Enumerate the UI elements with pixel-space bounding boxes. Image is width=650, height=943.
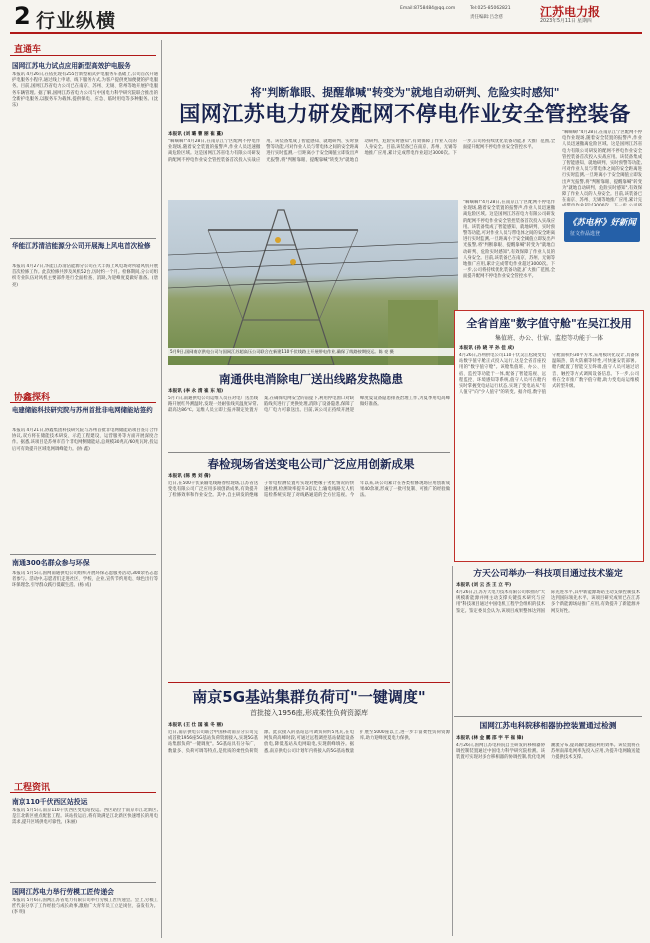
feature-body: 4月26日,苏州供电公司110千伏吴江松陵变电站数字值守舱正式投入运行,这是全省首座投用的"数字值守舱"。该舱集值班、办公、住宿、监控等功能于一体,配备了智能巡视、远程监控、环境感知等系统,值守人员可在舱内实时掌握变电站运行状态,实现了变电站从"有人值守"向"少人值守"的转变。据介绍,数字值守舱面积约30平方米,采用模块化设计,具备保温隔热、防火防潮等特性,可快速安装部署。舱内配置了智能交互终端,值守人员可通过语音、触控等方式调阅设备信息。下一步,公司将在全市推广数字值守舱,助力变电站运维模式转型升级。 — [459, 353, 639, 396]
newspaper-name: 江苏电力报 — [540, 5, 601, 19]
section-label-project: 工程资讯 — [14, 783, 51, 793]
column-separator — [452, 566, 453, 936]
masthead-rule — [10, 32, 642, 34]
divider — [10, 402, 156, 403]
masthead-email: Email:8758484@qq.com — [400, 6, 456, 11]
item-title: 国网江苏电力举行劳模工匠传递会 — [12, 888, 114, 896]
item-body: 本报讯 4月21日,协鑫集团科技研究院与苏州首批非电网储能站项目签订合作协议,双方将在储能技术研发、示范工程建设、运营服务等方面开展深度合作。据悉,该项目是苏州市首个非电网侧储能站,总规模30兆瓦/60兆瓦时,投运后可有效提升区域电网调峰能力。(协 鑫) — [12, 428, 158, 452]
page-number: 2 — [14, 2, 31, 30]
story-byline: 本报讯 (刘 云 杰 王 立 平) — [456, 583, 512, 588]
feature-subhead: 集值班、办公、仕宿、监控等功能于一体 — [494, 335, 603, 342]
left-column — [10, 36, 158, 938]
story-headline: 南通供电消除电厂送出线路发热隐患 — [219, 372, 403, 386]
promo-title: 《苏电杯》好新闻 — [568, 218, 637, 228]
promo-text: "嘀嘀嘀!"4月28日,在南京江宁区配网不停电作业现场,随着安全装置的报警声,作业人员迅速撤离危险区域。这是国网江苏省电力有限公司研发的配网不停电作业安全管控装备首次投入实战应用。该装备集成了智能感知、就地研判、实时预警等功能,可对作业人员与带电体之间的安全距离进行实时监测,一旦距离小于安全阈值立即发出声光报警,将"判断靠眼、提醒靠喊"转变为"就地自动研判、危险实时感知",有效保障了作业人员的人身安全。目前,该装备已在南京、苏州、无锡等地推广应用,累计完 — [562, 130, 642, 204]
story-headline: 春检现场省送变电公司广泛应用创新成果 — [207, 457, 415, 471]
bottom-headline: 南京5G基站集群负荷可"一键调度" — [192, 688, 426, 706]
photo-caption: 5月9日,国网南京供电公司与国网江苏超高压公司联合在新建110千伏线路上开展带电作业,确保了线路按期投运。陈 亮 摄 — [168, 348, 458, 356]
bottom-body: 近日,南京供电公司联合中国移动南京分公司完成首批1956座5G基站负荷资源接入,实现5G基站集群负荷"一键调度"。5G基站具有分布广、数量多、负荷可调等特点,是优质的柔性负荷资源。此次接入的基站总可调负荷约5兆瓦,在电网负荷高峰时段,可通过远程调控基站储能设备放电,降低基站从电网取电,实现削峰填谷。据悉,南京供电公司计划年内将接入的5G基站数量扩展至5000座以上,进一步丰富柔性负荷资源库,助力迎峰度夏电力保供。 — [168, 730, 450, 754]
item-title: 电建储能科技研究院与苏州首批非电网储能站签约 — [12, 406, 153, 414]
divider — [10, 554, 156, 555]
lead-byline: 本报讯 (刘 璐 曹 丽 崔 蔓) — [168, 132, 224, 137]
story-byline: 本报讯 (林 金 鹏 邵 宇 平 崔 锋) — [456, 736, 524, 741]
section-label-exploration: 协鑫探科 — [14, 393, 51, 403]
column-separator — [161, 40, 162, 938]
story-body: 5月7日,南通供电公司运维人员在对电厂送出线路开展红外测温时,发现一处耐张线夹温度异常,最高达86℃。运维人员立即上报并制定处置方案,在确保电网安全的前提下,利用停电窗口对缺陷线夹进行了更换处理,消除了设备隐患,保障了电厂电力可靠送出。目前,该公司正持续开展迎峰度夏设备隐患排查治理工作,为夏季用电高峰做好准备。 — [168, 396, 450, 414]
item-title: 华能江苏清洁能源分公司开展海上风电首次检修 — [12, 242, 151, 250]
masthead-phone: Tel:025-85062821 — [470, 6, 511, 11]
divider — [168, 452, 450, 453]
section-title: 行业纵横 — [36, 10, 117, 32]
divider — [10, 55, 156, 56]
item-title: 南通300名群众参与环保 — [12, 559, 90, 567]
feature-box — [454, 310, 644, 562]
lead-body: "嘀嘀嘀!"4月28日,在南京江宁区配网不停电作业现场,随着安全装置的报警声,作业人员迅速撤离危险区域。这是国网江苏省电力有限公司研发的配网不停电作业安全管控装备首次投入实战应用。该装备集成了智能感知、就地研判、实时预警等功能,可对作业人员与带电体之间的安全距离进行实时监测,一旦距离小于安全阈值立即发出声光报警,将"判断靠眼、提醒靠喊"转变为"就地自动研判、危险实时感知",有效保障了作业人员的人身安全。目前,该装备已在南京、苏州、无锡等地推广应用,累计完成带电作业超过3000次。下一步,公司将持续优化装备功能,扩大推广范围,全面提升配网不停电作业安全管控水平。 — [168, 139, 555, 163]
lead-kicker: 将"判断靠眼、提醒靠喊"转变为"就地自动研判、危险实时感知" — [250, 86, 560, 99]
section-label-express: 直通车 — [14, 45, 42, 55]
promo-box — [562, 128, 642, 248]
divider — [10, 792, 156, 793]
story-byline: 本报讯 (陈 勇 刘 倩) — [168, 474, 211, 479]
divider — [10, 238, 156, 239]
divider — [454, 716, 642, 717]
item-title: 南京110千伏西区站投运 — [12, 798, 88, 806]
item-title: 国网江苏电力试点应用新型高效护电服务 — [12, 62, 131, 70]
story-body: 4月26日,国网江苏电科院自主研发的移相器协调控制装置通过中国电力科学研究院检测。该装置可实现对多台移相器的协调控制,优化电网潮流分布,提高输电通道利用效率。该装置将在苏州南部电网率先投入应用,为提升电网输送能力提供技术支撑。 — [456, 743, 640, 761]
story-body: 4月26日,江苏方天电力技术有限公司承担的"大规模新能源并网主动支撑关键技术研究与应用"科技项目通过中国电机工程学会组织的技术鉴定。鉴定委员会认为,该项目成果整体达到国际先进水平,其中新能源场站主动支撑控制技术达到国际领先水平。该项目研究成果已在江苏多个新能源场站推广应用,有效提升了新能源并网友好性。 — [456, 590, 640, 614]
item-body: 本报讯 4月26日,在依托现有255台新型箱式护电服务车基础上,公司首次开通护电服务小程序,通过线上申请、线下服务方式,为客户提供更加便捷的护电服务。目前,国网江苏省电力公司已在南京、苏州、无锡、常州等地开展护电服务车辆管理。据了解,国网江苏省电力公司与中国电力科学研究院联合推出的全新护电服务,以服务车为载体,提供保电、应急、临时用电等多种服务。(沈 乐) — [12, 72, 158, 109]
story-headline: 国网江苏电科院移相器协控装置通过检测 — [479, 721, 617, 730]
feature-byline: 本报讯 (孙 晓 平 孙 佳 成) — [459, 346, 515, 351]
story-headline: 方天公司举办一科技项目通过技术鉴定 — [473, 569, 623, 579]
item-body: 本报讯 4月27日,华能江苏清洁能源分公司在大丰海上风电场对所辖风机开展首次检修工作。此次检修共涉及风机52台,历时约一个月。检修期间,分公司组织专业队伍对风机主要部件进行全面检查、消缺,为迎峰度夏做好准备。(唐 亮) — [12, 264, 158, 288]
lead-photo — [168, 200, 458, 365]
story-body: 近日,在500千伏某输电线路春检现场,江苏省送变电有限公司广泛应用多项创新成果,有效提升了检修效率和作业安全。其中,自主研发的绝缘子带电检测装置可实现对绝缘子劣化情况的快速检测,检测效率提升3倍以上;输电线路无人机巡检系统实现了对线路通道的全方位巡视。今年以来,该公司累计在各类检修现场应用创新成果40余项,形成了一批可复制、可推广的经验做法。 — [168, 481, 450, 499]
item-body: 本报讯 5月5日,南京110千伏西区变电站投运。西区站位于南京市江北新区,是江北新区重点配套工程。该站投运后,将有效满足江北新区快速增长的用电需求,提升区域供电可靠性。(朱丽) — [12, 808, 158, 826]
issue-date: 2023年5月11日 星期四 — [540, 19, 592, 24]
feature-headline: 全省首座"数字值守舱"在吴江投用 — [466, 317, 632, 330]
item-body: 本报讯 5月6日,国网江苏省电力有限公司举行劳模工匠传递会。会上,劳模工匠代表分享了工作经验与成长故事,激励广大青年员工立足岗位、奋发有为。(李 明) — [12, 898, 158, 916]
lead-headline: 国网江苏电力研发配网不停电作业安全管控装备 — [179, 102, 631, 126]
transmission-tower-photo — [168, 200, 458, 365]
bottom-subhead: 首批接入1956座,形成柔性负荷资源库 — [249, 709, 369, 717]
promo-banner — [564, 212, 640, 242]
item-body: 本报讯 5月5日,国网南通供电公司组织开展环保志愿服务活动,300余名志愿者参与。活动中,志愿者们走进社区、学校、企业,宣传节约用电、绿色出行等环保理念,引导群众践行低碳生活。(杨 成) — [12, 571, 158, 589]
masthead — [0, 0, 650, 36]
story-byline: 本报讯 (李 永 清 崔 东 旭) — [168, 389, 224, 394]
promo-subtitle: 征文作品选登 — [570, 231, 601, 237]
bottom-byline: 本报讯 (王 仕 国 崔 冬 丽) — [168, 723, 224, 728]
divider — [10, 882, 156, 883]
lead-body-continued: "嘀嘀嘀!"4月28日,在南京江宁区配网不停电作业现场,随着安全装置的报警声,作业人员迅速撤离危险区域。这是国网江苏省电力有限公司研发的配网不停电作业安全管控装备首次投入实战应用。该装备集成了智能感知、就地研判、实时预警等功能,可对作业人员与带电体之间的安全距离进行实时监测,一旦距离小于安全阈值立即发出声光报警,将"判断靠眼、提醒靠喊"转变为"就地自动研判、危险实时感知",有效保障了作业人员的人身安全。目前,该装备已在南京、苏州、无锡等地推广应用,累计完成带电作业超过3000次。下一步,公司将持续优化装备功能,扩大推广范围,全面提升配网不停电作业安全管控水平。 — [463, 200, 555, 280]
divider — [168, 682, 450, 683]
masthead-editor: 责任编辑:吕念慈 — [470, 15, 504, 20]
